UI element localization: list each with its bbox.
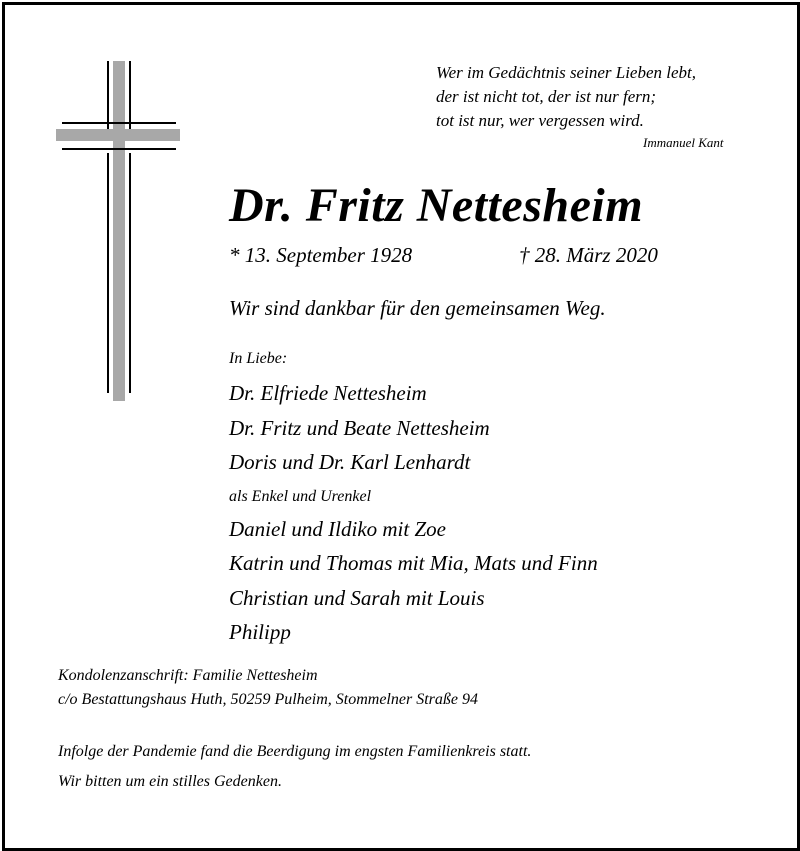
cross-icon — [56, 61, 182, 401]
quote-line: tot ist nur, wer vergessen wird. — [436, 111, 644, 130]
mourner-name: Doris und Dr. Karl Lenhardt — [229, 450, 471, 474]
grandchild-name: Christian und Sarah mit Louis — [229, 586, 485, 610]
birth-date: * 13. September 1928 — [229, 243, 413, 267]
funeral-note: Infolge der Pandemie fand die Beerdigung im engsten Familienkreis statt. — [58, 743, 532, 760]
quote — [436, 61, 696, 133]
mourner-name: Dr. Fritz und Beate Nettesheim — [229, 416, 490, 440]
mourners-intro: In Liebe: — [229, 350, 288, 367]
grandchild-name: Katrin und Thomas mit Mia, Mats und Finn — [229, 551, 598, 575]
grandchild-name: Daniel und Ildiko mit Zoe — [229, 517, 446, 541]
deceased-name: Dr. Fritz Nettesheim — [229, 179, 644, 232]
grandchild-name: Philipp — [229, 620, 291, 644]
condolence-address: Kondolenzanschrift: Familie Nettesheim — [58, 667, 318, 684]
remembrance-note: Wir bitten um ein stilles Gedenken. — [58, 773, 282, 790]
mourner-name: Dr. Elfriede Nettesheim — [229, 381, 427, 405]
condolence-address-line2: c/o Bestattungshaus Huth, 50259 Pulheim, Stommelner Straße 94 — [58, 691, 478, 708]
thanks-line: Wir sind dankbar für den gemeinsamen Weg. — [229, 296, 606, 320]
quote-line: Wer im Gedächtnis seiner Lieben lebt, — [436, 63, 696, 82]
grandchildren-label: als Enkel und Urenkel — [229, 488, 372, 505]
quote-line: der ist nicht tot, der ist nur fern; — [436, 87, 657, 106]
death-date: † 28. März 2020 — [519, 243, 658, 267]
quote-author: Immanuel Kant — [643, 135, 724, 150]
